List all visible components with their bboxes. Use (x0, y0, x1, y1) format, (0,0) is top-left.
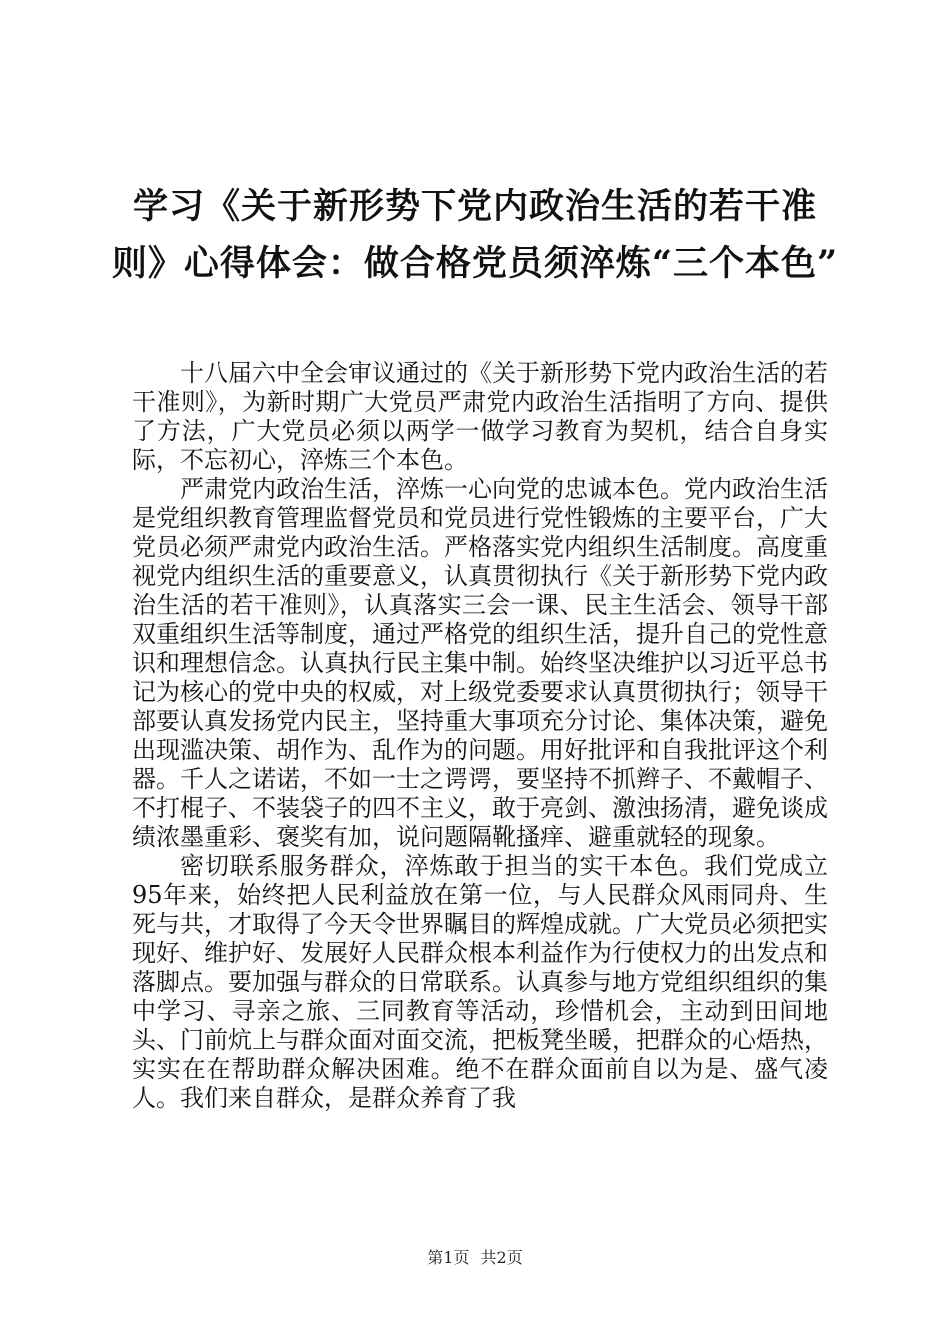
paragraph: 十八届六中全会审议通过的《关于新形势下党内政治生活的若干准则》，为新时期广大党员严肃党内政治生活指明了方向、提供了方法，广大党员必须以两学一做学习教育为契机，结合自身实际，不忘初心，淬炼三个本色。 (132, 359, 828, 474)
page-footer (0, 1248, 950, 1268)
paragraph: 严肃党内政治生活，淬炼一心向党的忠诚本色。党内政治生活是党组织教育管理监督党员和党员进行党性锻炼的主要平台，广大党员必须严肃党内政治生活。严格落实党内组织生活制度。高度重视党内组织生活的重要意义，认真贯彻执行《关于新形势下党内政治生活的若干准则》，认真落实三会一课、民主生活会、领导干部双重组织生活等制度，通过严格党的组织生活，提升自己的党性意识和理想信念。认真执行民主集中制。始终坚决维护以习近平总书记为核心的党中央的权威，对上级党委要求认真贯彻执行；领导干部要认真发扬党内民主，坚持重大事项充分讨论、集体决策，避免出现滥决策、胡作为、乱作为的问题。用好批评和自我批评这个利器。千人之诺诺，不如一士之谔谔，要坚持不抓辫子、不戴帽子、不打棍子、不装袋子的四不主义，敢于亮剑、激浊扬清，避免谈成绩浓墨重彩、褒奖有加，说问题隔靴搔痒、避重就轻的现象。 (132, 475, 828, 851)
document-title: 学习《关于新形势下党内政治生活的若干准则》心得体会：做合格党员须淬炼“三个本色” (111, 186, 839, 284)
paragraph: 密切联系服务群众，淬炼敢于担当的实干本色。我们党成立95年来，始终把人民利益放在第一位，与人民群众风雨同舟、生死与共，才取得了今天令世界瞩目的辉煌成就。广大党员必须把实现好、维护好、发展好人民群众根本利益作为行使权力的出发点和落脚点。要加强与群众的日常联系。认真参与地方党组织组织的集中学习、寻亲之旅、三同教育等活动，珍惜机会，主动到田间地头、门前炕上与群众面对面交流，把板凳坐暖，把群众的心焐热，实实在在帮助群众解决困难。绝不在群众面前自以为是、盛气凌人。我们来自群众，是群众养育了我 (132, 852, 828, 1112)
document-body (132, 359, 828, 1113)
page-count: 共2页 (480, 1248, 523, 1267)
page-number: 第1页 (427, 1248, 470, 1267)
